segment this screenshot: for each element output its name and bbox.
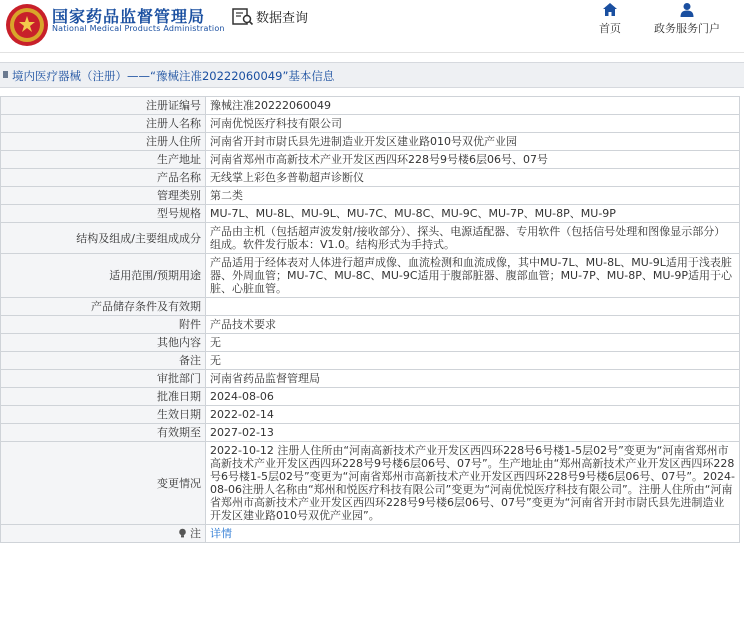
row-label: 变更情况	[1, 442, 206, 525]
nav-home[interactable]	[597, 2, 623, 36]
row-value: 2024-08-06	[206, 388, 740, 406]
row-label: 附件	[1, 316, 206, 334]
data-query-icon	[232, 8, 254, 26]
row-value: 2022-02-14	[206, 406, 740, 424]
table-row	[1, 187, 740, 205]
table-row	[1, 424, 740, 442]
table-row	[1, 316, 740, 334]
section-title: 数据查询	[256, 11, 309, 26]
row-label: 产品储存条件及有效期	[1, 298, 206, 316]
note-label-cell	[1, 525, 206, 543]
row-label: 生产地址	[1, 151, 206, 169]
row-value: 2027-02-13	[206, 424, 740, 442]
row-value: 河南省药品监督管理局	[206, 370, 740, 388]
row-label: 批准日期	[1, 388, 206, 406]
row-label: 适用范围/预期用途	[1, 254, 206, 298]
site-header	[0, 0, 744, 53]
nav-service-portal[interactable]	[648, 2, 726, 36]
row-value: 河南优悦医疗科技有限公司	[206, 115, 740, 133]
row-label: 审批部门	[1, 370, 206, 388]
row-label: 结构及组成/主要组成成分	[1, 223, 206, 254]
table-row	[1, 97, 740, 115]
row-value: 第二类	[206, 187, 740, 205]
row-label: 产品名称	[1, 169, 206, 187]
table-row	[1, 223, 740, 254]
table-row	[1, 169, 740, 187]
table-row	[1, 298, 740, 316]
row-label: 生效日期	[1, 406, 206, 424]
table-row	[1, 406, 740, 424]
site-name: 国家药品监督管理局	[52, 7, 206, 26]
row-value	[206, 298, 740, 316]
breadcrumb	[0, 62, 744, 88]
row-value: 2022-10-12 注册人住所由“河南高新技术产业开发区西四环228号6号楼1-5层02号”变更为“河南省郑州市高新技术产业开发区西四环228号9号楼6层06号、07号”。生产地址由“郑州高新技术产业开发区西四环228号6号楼1-5层02号”变更为“河南省郑州市高新技术产业开发区西四环228号9号楼6层06号、07号”。2024-08-06注册人名称由“郑州和悦医疗科技有限公司”变更为“河南优悦医疗科技有限公司”。注册人住所由“河南省郑州市高新技术产业开发区西四环228号9号楼6层06号、07号”变更为“河南省开封市尉氏县先进制造业开发区建业路010号双优产业园”。	[206, 442, 740, 525]
row-value: 河南省郑州市高新技术产业开发区西四环228号9号楼6层06号、07号	[206, 151, 740, 169]
user-icon	[679, 2, 695, 17]
table-row-note	[1, 525, 740, 543]
note-label: 注	[190, 527, 201, 540]
table-row	[1, 352, 740, 370]
row-value: 河南省开封市尉氏县先进制造业开发区建业路010号双优产业园	[206, 133, 740, 151]
row-label: 管理类别	[1, 187, 206, 205]
row-value: 无	[206, 334, 740, 352]
table-row	[1, 205, 740, 223]
breadcrumb-marker-icon	[3, 71, 8, 78]
row-value: 豫械注准20222060049	[206, 97, 740, 115]
row-label: 注册证编号	[1, 97, 206, 115]
row-label: 注册人名称	[1, 115, 206, 133]
note-value-cell	[206, 525, 740, 543]
row-label: 其他内容	[1, 334, 206, 352]
nav-portal-label: 政务服务门户	[654, 22, 720, 35]
table-row	[1, 388, 740, 406]
row-value: MU-7L、MU-8L、MU-9L、MU-7C、MU-8C、MU-9C、MU-7P、MU-8P、MU-9P	[206, 205, 740, 223]
row-label: 有效期至	[1, 424, 206, 442]
nav-home-label: 首页	[599, 22, 621, 35]
row-value: 产品适用于经体表对人体进行超声成像、血流检测和血流成像，其中MU-7L、MU-8L、MU-9L适用于浅表脏器、外周血管；MU-7C、MU-8C、MU-9C适用于腹部脏器、腹部血管；MU-7P、MU-8P、MU-9P适用于心脏、心脏血管。	[206, 254, 740, 298]
table-row	[1, 334, 740, 352]
breadcrumb-text: 境内医疗器械（注册）——“豫械注准20222060049”基本信息	[12, 69, 335, 83]
table-row	[1, 133, 740, 151]
row-value: 产品由主机（包括超声波发射/接收部分）、探头、电源适配器、专用软件（包括信号处理和图像显示部分）组成。软件发行版本：V1.0。结构形式为手持式。	[206, 223, 740, 254]
device-detail-table	[0, 96, 740, 543]
bulb-icon	[178, 528, 187, 538]
row-value: 无	[206, 352, 740, 370]
table-row	[1, 254, 740, 298]
row-value: 无线掌上彩色多普勒超声诊断仪	[206, 169, 740, 187]
row-label: 型号规格	[1, 205, 206, 223]
table-row	[1, 115, 740, 133]
details-link[interactable]: 详情	[210, 527, 232, 540]
table-row	[1, 151, 740, 169]
table-row	[1, 370, 740, 388]
home-icon	[602, 2, 618, 17]
row-value: 产品技术要求	[206, 316, 740, 334]
row-label: 注册人住所	[1, 133, 206, 151]
site-name-english: National Medical Products Administration	[52, 24, 225, 33]
emblem-logo-icon	[4, 2, 50, 48]
table-row	[1, 442, 740, 525]
row-label: 备注	[1, 352, 206, 370]
